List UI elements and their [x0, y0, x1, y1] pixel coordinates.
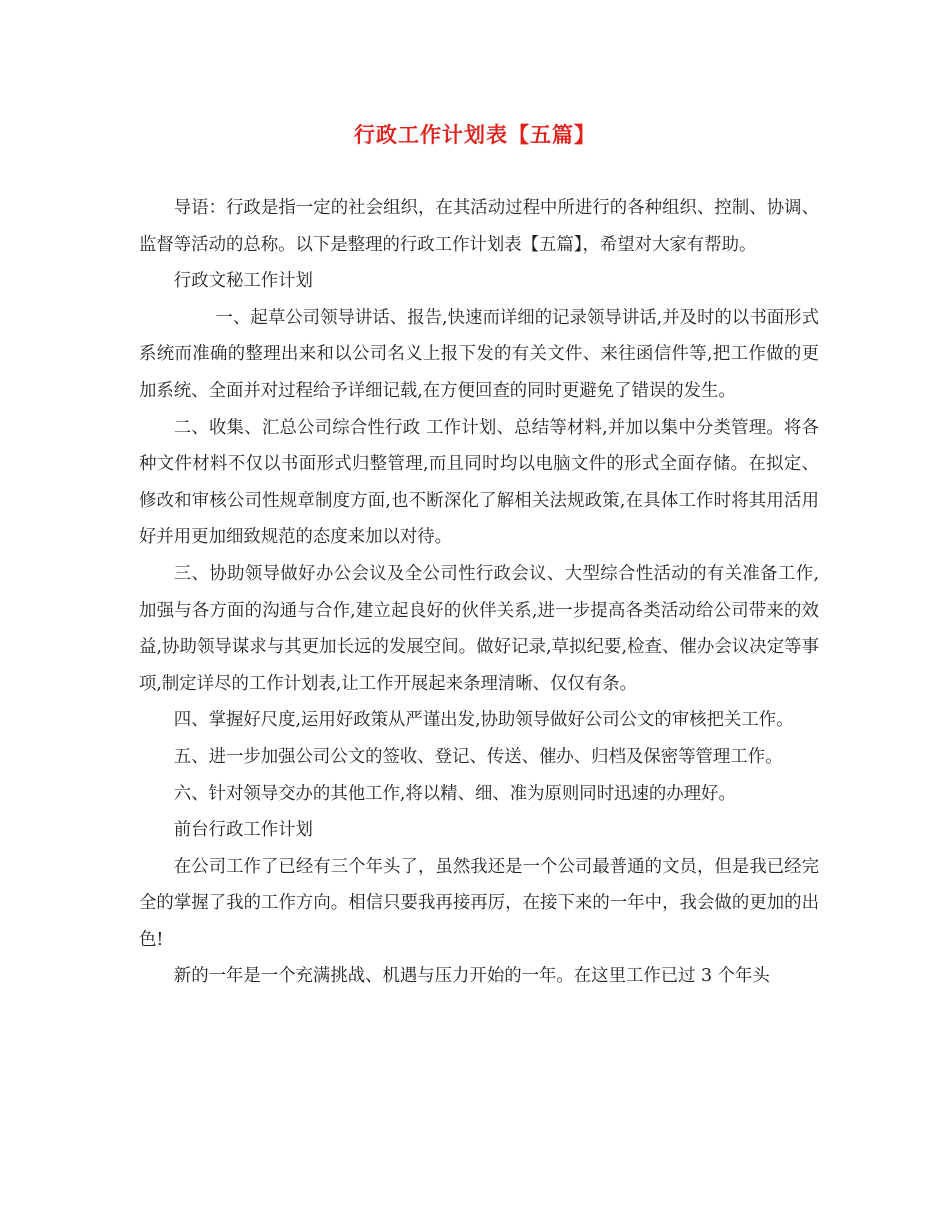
paragraph-item-6: 六、针对领导交办的其他工作,将以精、细、准为原则同时迅速的办理好。 — [173, 783, 736, 804]
paragraph-item-5: 五、进一步加强公司公文的签收、登记、传送、催办、归档及保密等管理工作。 — [173, 746, 783, 767]
section-heading-front-desk: 前台行政工作计划 — [173, 820, 313, 841]
paragraph-intro: 导语：行政是指一定的社会组织，在其活动过程中所进行的各种组织、控制、协调、监督等活动的总称。以下是整理的行政工作计划表【五篇】，希望对大家有帮助。 — [139, 198, 819, 255]
document-title: 行政工作计划表【五篇】 — [354, 122, 596, 147]
paragraph-item-4: 四、掌握好尺度,运用好政策从严谨出发,协助领导做好公司公文的审核把关工作。 — [173, 710, 794, 731]
section-heading-secretary: 行政文秘工作计划 — [173, 271, 313, 292]
paragraph-item-3: 三、协助领导做好办公会议及全公司性行政会议、大型综合性活动的有关准备工作,加强与各方面的沟通与合作,建立起良好的伙伴关系,进一步提高各类活动给公司带来的效益,协助领导谋求与其更加长远的发展空间。做好记录,草拟纪要,检查、催办会议决定等事项,制定详尽的工作计划表,让工作开展起来条理清晰、仅仅有条。 — [139, 563, 819, 694]
paragraph-front-desk-1: 在公司工作了已经有三个年头了，虽然我还是一个公司最普通的文员，但是我已经完全的掌握了我的工作方向。相信只要我再接再厉，在接下来的一年中，我会做的更加的出色! — [139, 856, 819, 950]
paragraph-item-1: 一、起草公司领导讲话、报告,快速而详细的记录领导讲话,并及时的以书面形式系统而准确的整理出来和以公司名义上报下发的有关文件、来往函信件等,把工作做的更加系统、全面并对过程给予详细记载,在方便回查的同时更避免了错误的发生。 — [139, 307, 819, 401]
paragraph-item-2: 二、收集、汇总公司综合性行政 工作计划、总结等材料,并加以集中分类管理。将各种文件材料不仅以书面形式归整管理,而且同时均以电脑文件的形式全面存储。在拟定、修改和审核公司性规章制度方面,也不断深化了解相关法规政策,在具体工作时将其用活用好并用更加细致规范的态度来加以对待。 — [139, 417, 819, 548]
document-body — [139, 190, 819, 995]
paragraph-front-desk-2: 新的一年是一个充满挑战、机遇与压力开始的一年。在这里工作已过 3 个年头 — [173, 966, 770, 987]
